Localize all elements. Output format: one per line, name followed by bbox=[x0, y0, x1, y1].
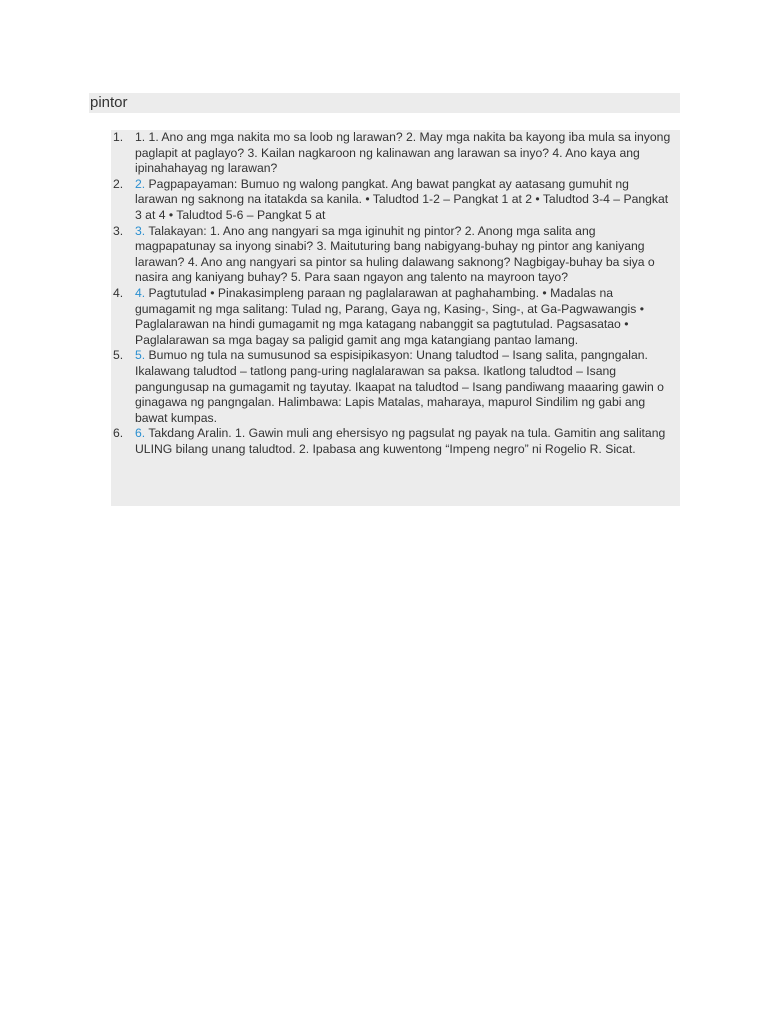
list-item bbox=[111, 286, 680, 348]
list-item-marker: 6. bbox=[113, 426, 124, 441]
list-item-marker: 1. bbox=[113, 130, 124, 144]
list-item bbox=[111, 348, 680, 426]
document-title: pintor bbox=[89, 93, 680, 113]
list-item bbox=[111, 224, 680, 286]
list-item-text: Takdang Aralin. 1. Gawin muli ang ehersisyo ng pagsulat ng payak na tula. Gamitin ang salitang ULING bilang unang taludtod. 2. Ipabasa ang kuwentong “Impeng negro” ni Rogelio R. Sicat. bbox=[135, 426, 666, 456]
list-item-text: Talakayan: 1. Ano ang nangyari sa mga iginuhit ng pintor? 2. Anong mga salita ang magpapatunay sa inyong sinabi? 3. Maituturing bang nabigyang-buhay ng pintor ang kaniyang larawan? 4. Ano ang nangyari sa pintor sa huling dalawang saknong? Nagbigay-buhay ba siya o nasira ang kaniyang buhay? 5. Para saan ngayon ang talento na mayroon tayo? bbox=[135, 223, 655, 285]
list-item-marker: 4. bbox=[113, 285, 124, 300]
list-item-text: Pagpapayaman: Bumuo ng walong pangkat. Ang bawat pangkat ay aatasang gumuhit ng larawan ng saknong na itatakda sa kanila. • Taludtod 1-2 – Pangkat 1 at 2 • Taludtod 3-4 – Pangkat 3 at 4 • Taludtod 5-6 – Pangkat 5 at bbox=[135, 176, 669, 222]
list-item bbox=[111, 426, 680, 457]
list-item-text: 1. 1. Ano ang mga nakita mo sa loob ng larawan? 2. May mga nakita ba kayong iba mula sa inyong paglapit at paglayo? 3. Kailan nagkaroon ng kalinawan ang larawan sa inyo? 4. Ano kaya ang ipinahahayag ng larawan? bbox=[135, 130, 671, 176]
list-item-link[interactable]: 2. bbox=[135, 176, 146, 191]
list-item bbox=[111, 177, 680, 224]
content-list bbox=[111, 130, 680, 457]
list-item bbox=[111, 130, 680, 177]
content-list-box bbox=[111, 130, 680, 506]
list-item-link[interactable]: 4. bbox=[135, 285, 146, 300]
list-item-link[interactable]: 3. bbox=[135, 223, 146, 238]
list-item-link[interactable]: 5. bbox=[135, 348, 146, 363]
list-item-text: Pagtutulad • Pinakasimpleng paraan ng paglalarawan at paghahambing. • Madalas na gumagamit ng mga salitang: Tulad ng, Parang, Gaya ng, Kasing-, Sing-, at Ga-Pagwawangis • Paglalarawan na hindi gumagamit ng mga katagang nabanggit sa pagtutulad. Pagsasatao • Paglalarawan sa mga bagay sa paligid gamit ang mga katangiang pantao lamang. bbox=[135, 285, 644, 347]
list-item-marker: 3. bbox=[113, 223, 124, 238]
list-item-marker: 2. bbox=[113, 176, 124, 191]
list-item-text: Bumuo ng tula na sumusunod sa espisipikasyon: Unang taludtod – Isang salita, pangngalan. Ikalawang taludtod – tatlong pang-uring naglalarawan sa paksa. Ikatlong taludtod – Isang pangungusap na gumagamit ng tayutay. Ikaapat na taludtod – Isang pandiwang maaaring gawin o ginagawa ng pangngalan. Halimbawa: Lapis Matalas, maharaya, mapurol Sindilim ng gabi ang bawat kumpas. bbox=[135, 348, 664, 425]
list-item-link[interactable]: 6. bbox=[135, 426, 146, 441]
list-item-marker: 5. bbox=[113, 348, 124, 363]
